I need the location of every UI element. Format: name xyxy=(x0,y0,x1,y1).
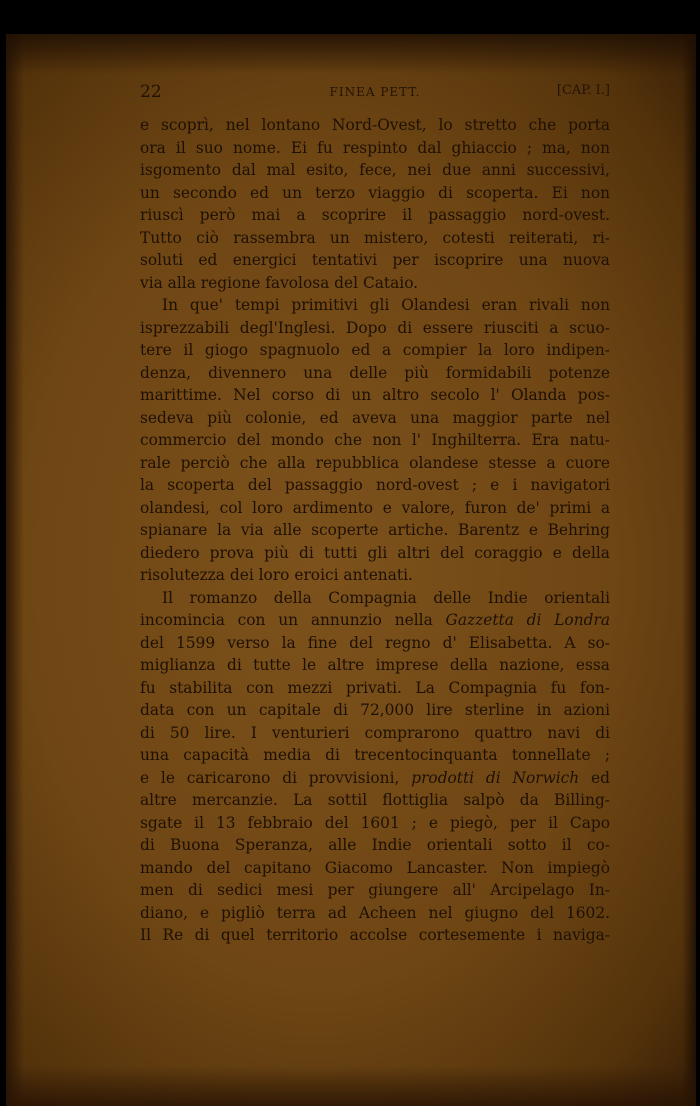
text-line-segment: e le caricarono di provvisioni, xyxy=(140,768,412,787)
text-line xyxy=(140,767,610,790)
text-line: di Buona Speranza, alle Indie orientali sotto il co- xyxy=(140,836,610,854)
text-line: e scoprì, nel lontano Nord-Ovest, lo stretto che porta xyxy=(140,116,610,134)
text-line: risolutezza dei loro eroici antenati. xyxy=(140,566,413,584)
running-header xyxy=(140,82,610,106)
page-shadow-top xyxy=(6,34,696,74)
text-line: del 1599 verso la fine del regno d' Elisabetta. A so- xyxy=(140,633,610,652)
text-line: data con un capitale di 72,000 lire sterline in azioni xyxy=(140,701,610,719)
text-line: tere il giogo spagnuolo ed a compier la loro indipen- xyxy=(140,341,610,359)
running-title: FINEA PETT. xyxy=(329,85,421,99)
text-line: In que' tempi primitivi gli Olandesi eran rivali non xyxy=(162,296,610,314)
text-line: marittime. Nel corso di un altro secolo l' Olanda pos- xyxy=(140,386,610,404)
text-line: di 50 lire. I venturieri comprarono quattro navi di xyxy=(140,723,610,742)
text-line: Tutto ciò rassembra un mistero, cotesti reiterati, ri- xyxy=(140,228,610,247)
text-line: via alla regione favolosa del Cataio. xyxy=(140,273,419,292)
italic-title: prodotti di Norwich xyxy=(411,768,580,787)
text-line xyxy=(140,609,610,632)
text-line: isgomento dal mal esito, fece, nei due anni successivi, xyxy=(140,161,610,179)
text-line: rale perciò che alla repubblica olandese stesse a cuore xyxy=(140,453,610,472)
text-line: denza, divennero una delle più formidabili potenze xyxy=(140,363,610,382)
text-line: mando del capitano Giacomo Lancaster. Non impiegò xyxy=(140,858,610,877)
text-line: la scoperta del passaggio nord-ovest ; e i navigatori xyxy=(140,476,610,494)
text-line: una capacità media di trecentocinquanta tonnellate ; xyxy=(140,746,610,764)
page-number: 22 xyxy=(140,82,162,102)
text-line: olandesi, col loro ardimento e valore, furon de' primi a xyxy=(140,498,610,517)
text-line: miglianza di tutte le altre imprese della nazione, essa xyxy=(140,656,610,674)
page-shadow-bottom xyxy=(6,1066,696,1106)
text-line: spianare la via alle scoperte artiche. Barentz e Behring xyxy=(140,521,610,539)
italic-title: Gazzetta di Londra xyxy=(445,611,610,629)
page-shadow-left xyxy=(6,34,24,1106)
body-text xyxy=(140,114,610,947)
text-line: un secondo ed un terzo viaggio di scoperta. Ei non xyxy=(140,183,610,202)
text-line: men di sedici mesi per giungere all' Arcipelago In- xyxy=(140,881,610,899)
page-shadow-right xyxy=(682,34,696,1106)
text-line: fu stabilita con mezzi privati. La Compagnia fu fon- xyxy=(140,678,610,697)
chapter-reference: [CAP. I.] xyxy=(556,83,610,98)
text-line-segment: ed xyxy=(579,768,610,787)
text-line: Il Re di quel territorio accolse cortesemente i naviga- xyxy=(140,926,610,944)
text-line: soluti ed energici tentativi per iscoprire una nuova xyxy=(140,251,610,269)
text-line: isprezzabili degl'Inglesi. Dopo di essere riusciti a scuo- xyxy=(140,318,610,337)
text-line: diedero prova più di tutti gli altri del coraggio e della xyxy=(140,543,610,562)
text-line: commercio del mondo che non l' Inghilterra. Era natu- xyxy=(140,431,610,449)
text-line: riuscì però mai a scoprire il passaggio nord-ovest. xyxy=(140,206,610,224)
text-line: sedeva più colonie, ed aveva una maggior parte nel xyxy=(140,408,610,427)
text-line: altre mercanzie. La sottil flottiglia salpò da Billing- xyxy=(140,791,610,809)
text-line: Il romanzo della Compagnia delle Indie orientali xyxy=(162,588,610,607)
text-line: ora il suo nome. Ei fu respinto dal ghiaccio ; ma, non xyxy=(140,138,610,157)
text-line: sgate il 13 febbraio del 1601 ; e piegò, per il Capo xyxy=(140,813,610,832)
text-line-segment: incomincia con un annunzio nella xyxy=(140,611,446,629)
text-line: diano, e pigliò terra ad Acheen nel giugno del 1602. xyxy=(140,903,610,922)
